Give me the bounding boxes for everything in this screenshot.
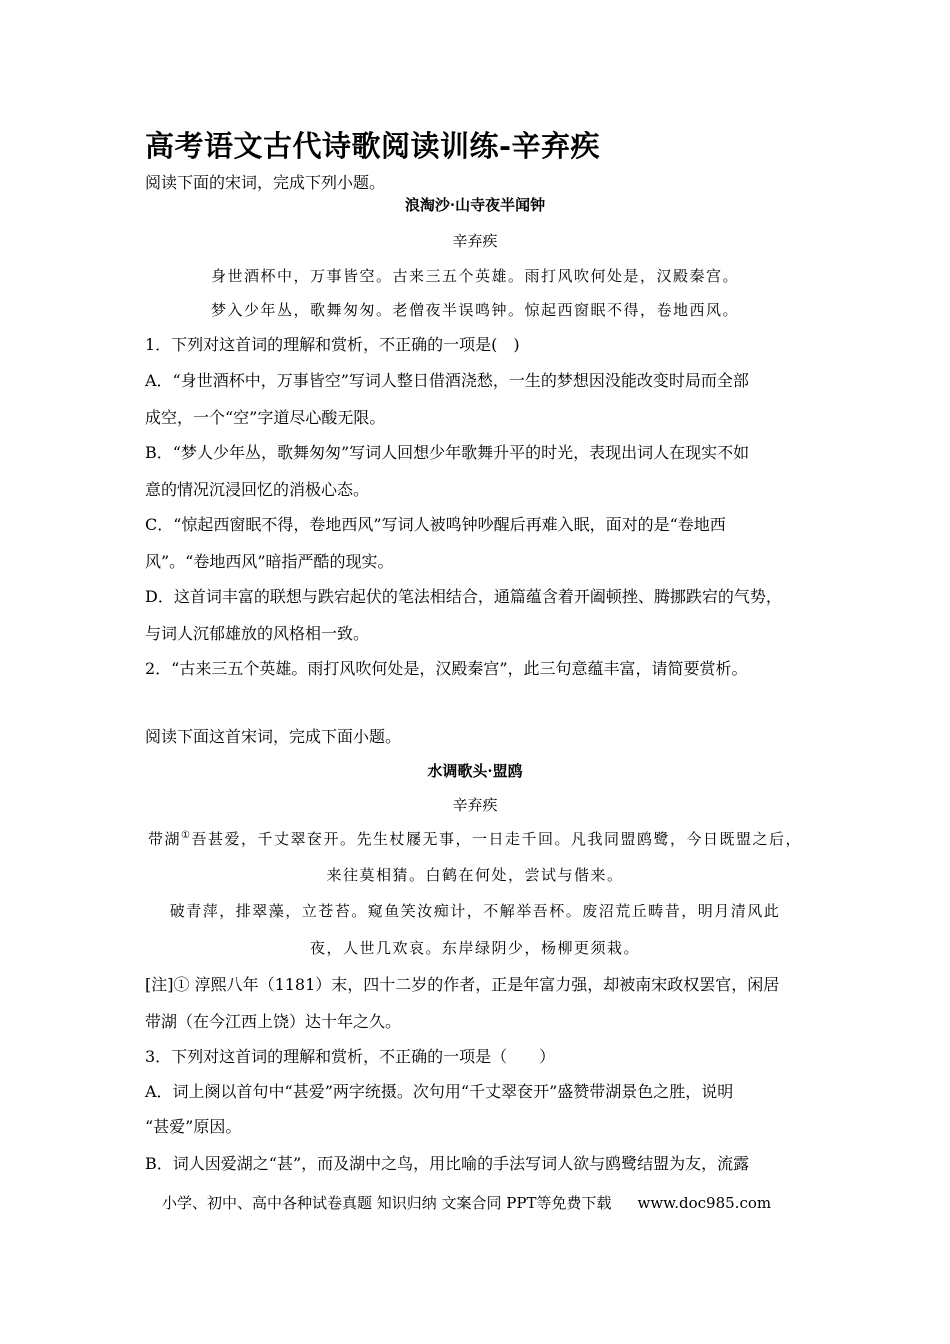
poem2-line: 破青萍，排翠藻，立苍苔。窥鱼笑汝痴计，不解举吾杯。废沼荒丘畴昔，明月清风此 xyxy=(169,902,781,920)
poem1-author: 辛弃疾 xyxy=(452,232,498,250)
q3-option-a: A．词上阕以首句中“甚爱”两字统摄。次句用“千丈翠奁开”盛赞带湖景色之胜，说明 xyxy=(145,1082,734,1101)
q1-option-b: B．“梦人少年丛，歌舞匆匆”写词人回想少年歌舞升平的时光，表现出词人在现实不如 xyxy=(145,443,750,462)
poem1-title: 浪淘沙·山寺夜半闻钟 xyxy=(404,196,546,214)
poem2-line-rest: 吾甚爱，千丈翠奁开。先生杖屦无事，一日走千回。凡我同盟鸥鹭，今日既盟之后， xyxy=(191,830,802,848)
q1-option-a: A．“身世酒杯中，万事皆空”写词人整日借酒浇愁，一生的梦想因没能改变时局而全部 xyxy=(145,371,749,390)
question-2: 2．“古来三五个英雄。雨打风吹何处是，汉殿秦宫”，此三句意蕴丰富，请简要赏析。 xyxy=(145,659,748,678)
q1-option-d-cont: 与词人沉郁雄放的风格相一致。 xyxy=(145,624,370,643)
q1-option-c: C．“惊起西窗眠不得，卷地西风”写词人被鸣钟吵醒后再难入眠，面对的是“卷地西 xyxy=(145,515,726,534)
q1-option-d: D．这首词丰富的联想与跌宕起伏的笔法相结合，通篇蕴含着开阖顿挫、腾挪跌宕的气势， xyxy=(145,587,782,606)
section1-intro: 阅读下面的宋词，完成下列小题。 xyxy=(145,173,386,192)
poem1-line: 梦入少年丛，歌舞匆匆。老僧夜半误鸣钟。惊起西窗眠不得，卷地西风。 xyxy=(210,301,739,319)
poem2-line: 夜，人世几欢哀。东岸绿阴少，杨柳更须栽。 xyxy=(309,939,640,957)
poem2-title: 水调歌头·盟鸥 xyxy=(427,762,523,780)
poem2-author: 辛弃疾 xyxy=(452,796,498,814)
footer-site-link[interactable]: www.doc985.com xyxy=(637,1194,772,1212)
footer-text: 小学、初中、高中各种试卷真题 知识归纳 文案合同 PPT等免费下载 xyxy=(162,1194,612,1212)
q1-option-c-cont: 风”。“卷地西风”暗指严酷的现实。 xyxy=(145,552,394,571)
q1-option-a-cont: 成空，一个“空”字道尽心酸无限。 xyxy=(145,408,386,427)
footnote-cont: 带湖（在今江西上饶）达十年之久。 xyxy=(145,1012,402,1031)
question-1: 1．下列对这首词的理解和赏析，不正确的一项是( ) xyxy=(145,335,520,354)
poem2-line: 来往莫相猜。白鹤在何处，尝试与偕来。 xyxy=(326,866,624,884)
footnote-marker: ① xyxy=(181,830,192,841)
page-footer xyxy=(162,1192,771,1213)
q3-option-a-cont: “甚爱”原因。 xyxy=(145,1117,242,1136)
q3-option-b: B．词人因爱湖之“甚”，而及湖中之鸟，用比喻的手法写词人欲与鸥鹭结盟为友，流露 xyxy=(145,1154,750,1173)
poem1-line: 身世酒杯中，万事皆空。古来三五个英雄。雨打风吹何处是，汉殿秦宫。 xyxy=(210,267,739,285)
section2-intro: 阅读下面这首宋词，完成下面小题。 xyxy=(145,727,402,746)
poem2-line xyxy=(145,828,805,849)
poem2-line-start: 带湖 xyxy=(148,830,182,848)
question-3: 3．下列对这首词的理解和赏析，不正确的一项是（ ） xyxy=(145,1047,556,1066)
q1-option-b-cont: 意的情况沉浸回忆的消极心态。 xyxy=(145,480,370,499)
footnote: [注]① 淳熙八年（1181）末，四十二岁的作者，正是年富力强，却被南宋政权罢官，闲居 xyxy=(145,975,780,994)
page-title: 高考语文古代诗歌阅读训练-辛弃疾 xyxy=(145,129,601,163)
